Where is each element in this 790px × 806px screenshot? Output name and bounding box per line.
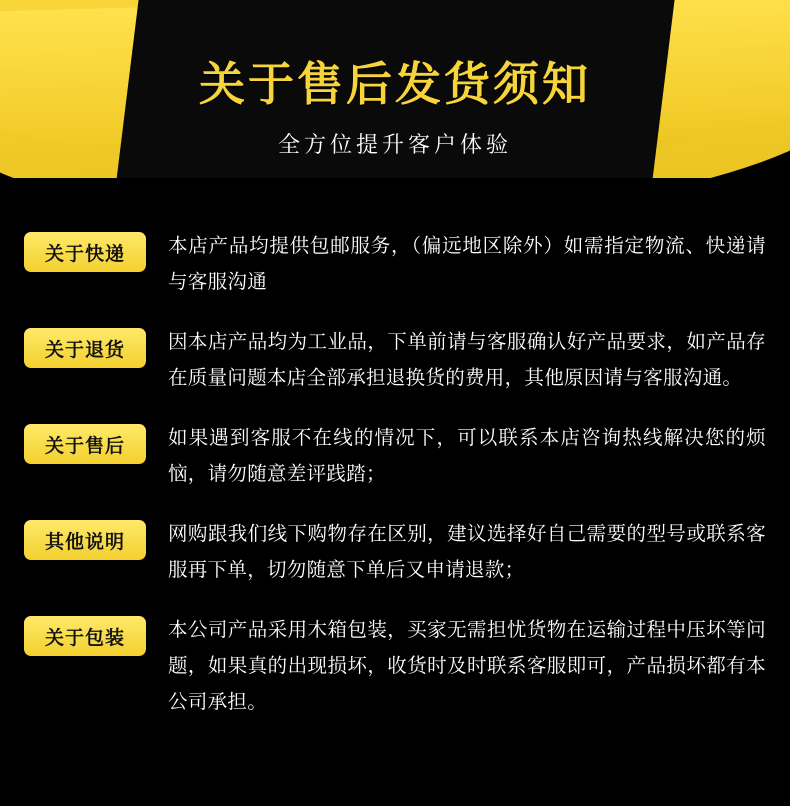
section-row [0,516,790,588]
section-tag-badge: 关于售后 [24,424,146,464]
header-banner [0,0,790,196]
header-text-group [0,0,790,196]
section-row [0,324,790,396]
section-body-text: 如果遇到客服不在线的情况下，可以联系本店咨询热线解决您的烦恼，请勿随意差评践踏； [168,427,766,485]
section-body-text: 本公司产品采用木箱包装，买家无需担忧货物在运输过程中压坏等问题，如果真的出现损坏，收货时及时联系客服即可，产品损坏都有本公司承担。 [168,619,766,713]
section-row [0,228,790,300]
section-body-text: 因本店产品均为工业品，下单前请与客服确认好产品要求，如产品存在质量问题本店全部承担退换货的费用，其他原因请与客服沟通。 [168,331,766,389]
section-tag-badge: 其他说明 [24,520,146,560]
section-tag-badge: 关于快递 [24,232,146,272]
section-row [0,420,790,492]
page-subtitle: 全方位提升客户体验 [277,131,512,157]
section-body-text: 本店产品均提供包邮服务，（偏远地区除外）如需指定物流、快递请与客服沟通 [168,235,766,293]
header-bottom-strip [0,178,790,196]
sections-list [0,196,790,720]
page-title: 关于售后发货须知 [199,58,591,111]
section-tag-badge: 关于包装 [24,616,146,656]
section-body-text: 网购跟我们线下购物存在区别，建议选择好自己需要的型号或联系客服再下单，切勿随意下单后又申请退款； [168,523,766,581]
section-row [0,612,790,720]
section-tag-badge: 关于退货 [24,328,146,368]
